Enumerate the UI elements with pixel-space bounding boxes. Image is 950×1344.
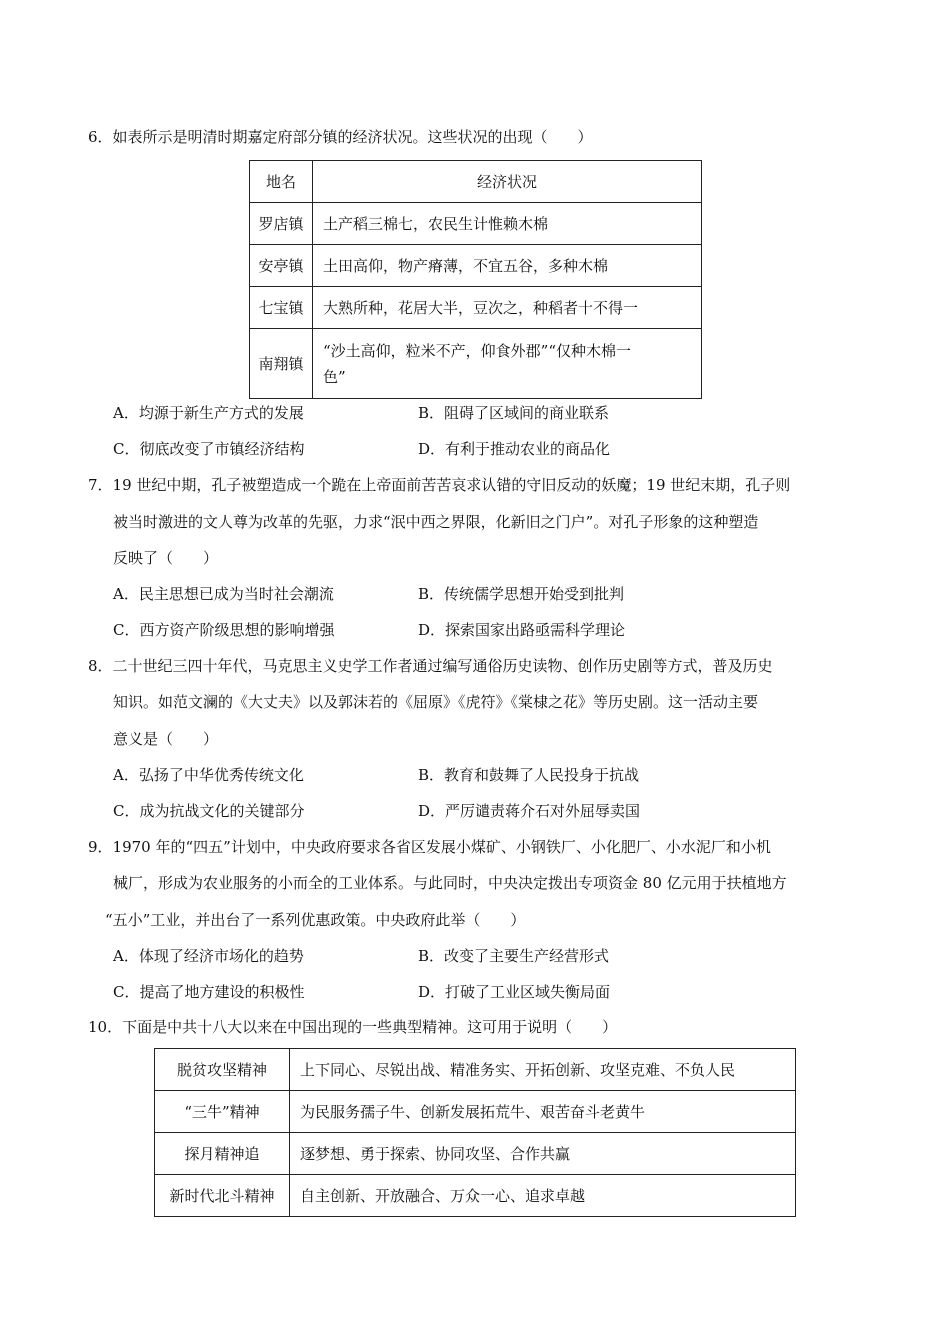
q7-option-d: D．探索国家出路亟需科学理论 — [418, 621, 626, 639]
table-header-row — [250, 161, 702, 203]
table-cell — [313, 329, 702, 399]
table-row — [250, 287, 702, 329]
table-cell: 土产稻三棉七，农民生计惟赖木棉 — [313, 203, 702, 245]
q7-option-b: B．传统儒学思想开始受到批判 — [418, 585, 625, 603]
table-row — [250, 203, 702, 245]
table-cell: 七宝镇 — [250, 287, 313, 329]
q6-option-b: B．阻碍了区域间的商业联系 — [418, 404, 610, 422]
q10-stem: 10．下面是中共十八大以来在中国出现的一些典型精神。这可用于说明（ ） — [88, 1018, 618, 1036]
q7-stem-line-2: 被当时激进的文人尊为改革的先驱，力求“泯中西之界限，化新旧之门户”。对孔子形象的这种塑造 — [113, 513, 759, 531]
table-header-cell: 经济状况 — [313, 161, 702, 203]
table-row — [250, 329, 702, 399]
table-cell: 新时代北斗精神 — [155, 1175, 290, 1217]
q6-option-c: C．彻底改变了市镇经济结构 — [113, 440, 305, 458]
table-cell: 大熟所种，花居大半，豆次之，种稻者十不得一 — [313, 287, 702, 329]
table-row — [155, 1175, 796, 1217]
table-cell: 探月精神追 — [155, 1133, 290, 1175]
table-cell: 为民服务孺子牛、创新发展拓荒牛、艰苦奋斗老黄牛 — [290, 1091, 796, 1133]
table-cell: 安亭镇 — [250, 245, 313, 287]
q9-option-c: C．提高了地方建设的积极性 — [113, 983, 305, 1001]
table-cell: 上下同心、尽锐出战、精准务实、开拓创新、攻坚克难、不负人民 — [290, 1049, 796, 1091]
q7-option-a: A．民主思想已成为当时社会潮流 — [113, 585, 334, 603]
q6-option-a: A．均源于新生产方式的发展 — [113, 404, 304, 422]
q8-option-c: C．成为抗战文化的关键部分 — [113, 802, 305, 820]
q7-option-c: C．西方资产阶级思想的影响增强 — [113, 621, 335, 639]
table-cell: 土田高仰，物产瘠薄，不宜五谷，多种木棉 — [313, 245, 702, 287]
table-cell: 脱贫攻坚精神 — [155, 1049, 290, 1091]
q9-stem-line-3: “五小”工业，并出台了一系列优惠政策。中央政府此举（ ） — [105, 911, 526, 929]
table-row — [155, 1049, 796, 1091]
table-cell: 自主创新、开放融合、万众一心、追求卓越 — [290, 1175, 796, 1217]
q9-option-b: B．改变了主要生产经营形式 — [418, 947, 610, 965]
q8-option-a: A．弘扬了中华优秀传统文化 — [113, 766, 304, 784]
q9-option-a: A．体现了经济市场化的趋势 — [113, 947, 304, 965]
q8-stem-line-2: 知识。如范文澜的《大丈夫》以及郭沫若的《屈原》《虎符》《棠棣之花》等历史剧。这一活动主要 — [113, 693, 759, 711]
table-header-cell: 地名 — [250, 161, 313, 203]
q8-option-b: B．教育和鼓舞了人民投身于抗战 — [418, 766, 640, 784]
q6-stem: 6．如表所示是明清时期嘉定府部分镇的经济状况。这些状况的出现（ ） — [88, 128, 593, 146]
table-cell: “三牛”精神 — [155, 1091, 290, 1133]
table-cell: 罗店镇 — [250, 203, 313, 245]
q9-option-d: D．打破了工业区域失衡局面 — [418, 983, 611, 1001]
table-cell: 逐梦想、勇于探索、协同攻坚、合作共赢 — [290, 1133, 796, 1175]
q8-stem-line-1: 8．二十世纪三四十年代，马克思主义史学工作者通过编写通俗历史读物、创作历史剧等方式，普及历史 — [88, 657, 773, 675]
q7-stem-line-1: 7．19 世纪中期，孔子被塑造成一个跪在上帝面前苦苦哀求认错的守旧反动的妖魔；19 世纪末期，孔子则 — [88, 476, 791, 494]
q9-stem-line-1: 9．1970 年的“四五”计划中，中央政府要求各省区发展小煤矿、小钢铁厂、小化肥厂、小水泥厂和小机 — [88, 838, 771, 856]
table-row — [250, 245, 702, 287]
q7-stem-line-3: 反映了（ ） — [113, 549, 219, 567]
cell-line: “沙土高仰，粒米不产，仰食外郡”“仅种木棉一 — [323, 341, 632, 360]
q6-option-d: D．有利于推动农业的商品化 — [418, 440, 611, 458]
q9-stem-line-2: 械厂，形成为农业服务的小而全的工业体系。与此同时，中央决定拨出专项资金 80 亿元用于扶植地方 — [113, 874, 787, 892]
table-cell: 南翔镇 — [250, 329, 313, 399]
q6-table — [249, 160, 702, 399]
table-row — [155, 1091, 796, 1133]
q10-table — [154, 1048, 796, 1217]
q8-stem-line-3: 意义是（ ） — [113, 730, 219, 748]
cell-line: 色” — [323, 367, 346, 386]
table-row — [155, 1133, 796, 1175]
q8-option-d: D．严厉谴责蒋介石对外屈辱卖国 — [418, 802, 641, 820]
